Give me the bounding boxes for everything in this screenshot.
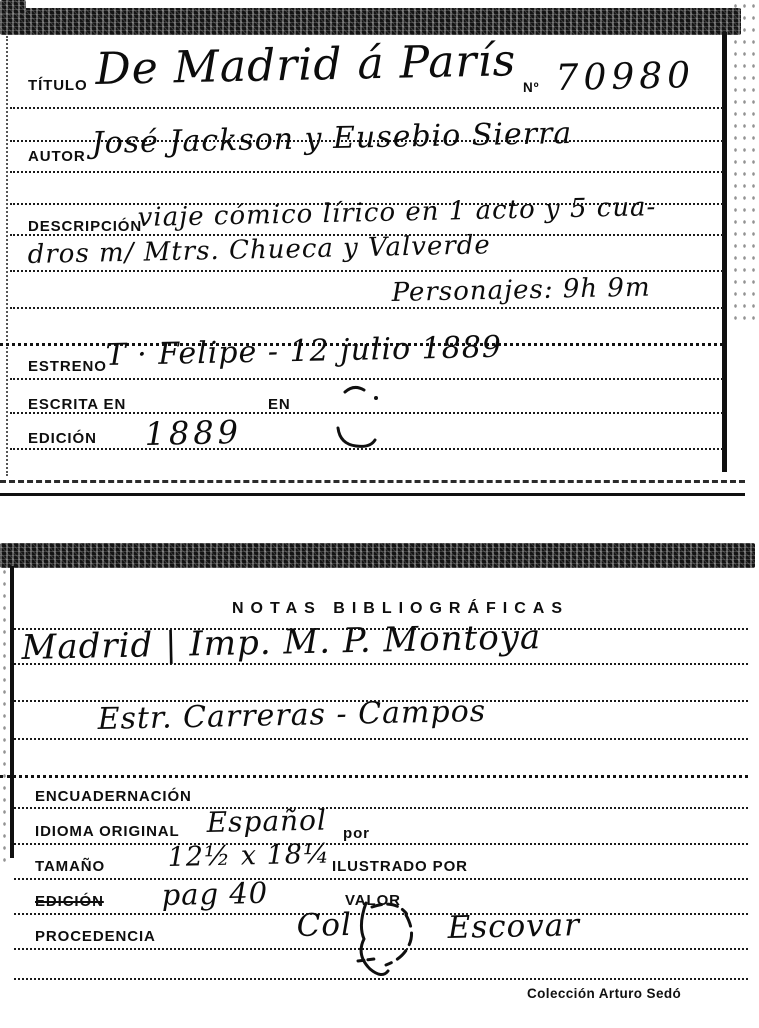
rule-line <box>0 775 748 778</box>
por-label: por <box>343 825 370 842</box>
estreno-label: ESTRENO <box>28 358 107 375</box>
scan-edge-top <box>0 8 741 35</box>
edicion-back-label: EDICIÓN <box>35 893 104 910</box>
estreno-value: T · Felipe - 12 julio 1889 <box>105 329 503 373</box>
numero-label: Nº <box>523 80 540 95</box>
card-bottom-torn-edge <box>0 480 745 483</box>
edicion-label: EDICIÓN <box>28 430 97 447</box>
front-card-right-border <box>722 32 727 472</box>
titulo-label: TÍTULO <box>28 77 88 94</box>
en-label: EN <box>268 396 291 413</box>
ilustrado-label: ILUSTRADO POR <box>332 858 468 875</box>
descripcion-line1: viaje cómico lírico en 1 acto y 5 cua- <box>137 192 657 233</box>
procedencia-value-escovar: Escovar <box>447 907 581 946</box>
front-card-left-border <box>6 36 8 476</box>
valor-label: VALOR <box>345 892 401 909</box>
rule-line <box>10 107 723 109</box>
edicion-value: 1889 <box>144 412 243 453</box>
idioma-label: IDIOMA ORIGINAL <box>35 823 180 840</box>
autor-value: José Jackson y Eusebio Sierra <box>91 115 573 161</box>
idioma-value: Español <box>206 803 328 839</box>
escrita-en-label: ESCRITA EN <box>28 396 127 413</box>
scan-blob-topleft <box>0 0 26 14</box>
titulo-value: De Madrid á París <box>94 35 517 95</box>
notas-heading: NOTAS BIBLIOGRÁFICAS <box>232 600 570 617</box>
rule-line <box>10 171 723 173</box>
collection-credit: Colección Arturo Sedó <box>527 986 682 1001</box>
edicion-back-value: pag 40 <box>161 875 269 912</box>
back-card-left-border <box>10 566 14 858</box>
descripcion-line2: dros m/ Mtrs. Chueca y Valverde <box>27 230 492 270</box>
descripcion-label: DESCRIPCIÓN <box>28 218 143 235</box>
autor-label: AUTOR <box>28 148 86 165</box>
rule-line <box>10 270 723 272</box>
tamano-value: 12½ x 18¼ <box>167 838 331 873</box>
rubric-flourish-icon <box>336 895 446 985</box>
personajes-value: Personajes: 9h 9m <box>391 272 651 308</box>
scan-noise-left <box>0 566 10 866</box>
stray-pen-mark-icon <box>320 380 410 455</box>
card-separator-line <box>0 493 745 496</box>
nota-line1: Madrid | Imp. M. P. Montoya <box>21 617 542 668</box>
rule-line <box>14 807 748 809</box>
encuadernacion-label: ENCUADERNACIÓN <box>35 788 192 805</box>
rule-line <box>14 738 748 740</box>
rule-line <box>10 307 723 309</box>
tamano-label: TAMAÑO <box>35 858 106 875</box>
front-card <box>0 0 759 500</box>
scan-noise-right <box>731 0 759 320</box>
nota-line2: Estr. Carreras - Campos <box>97 693 487 737</box>
procedencia-value-col: Col <box>296 906 353 944</box>
procedencia-label: PROCEDENCIA <box>35 928 156 945</box>
scan-edge-top-back <box>0 543 755 568</box>
rule-line <box>14 878 748 880</box>
back-card <box>0 500 759 1028</box>
numero-value: 70980 <box>555 55 696 99</box>
rule-line <box>14 843 748 845</box>
